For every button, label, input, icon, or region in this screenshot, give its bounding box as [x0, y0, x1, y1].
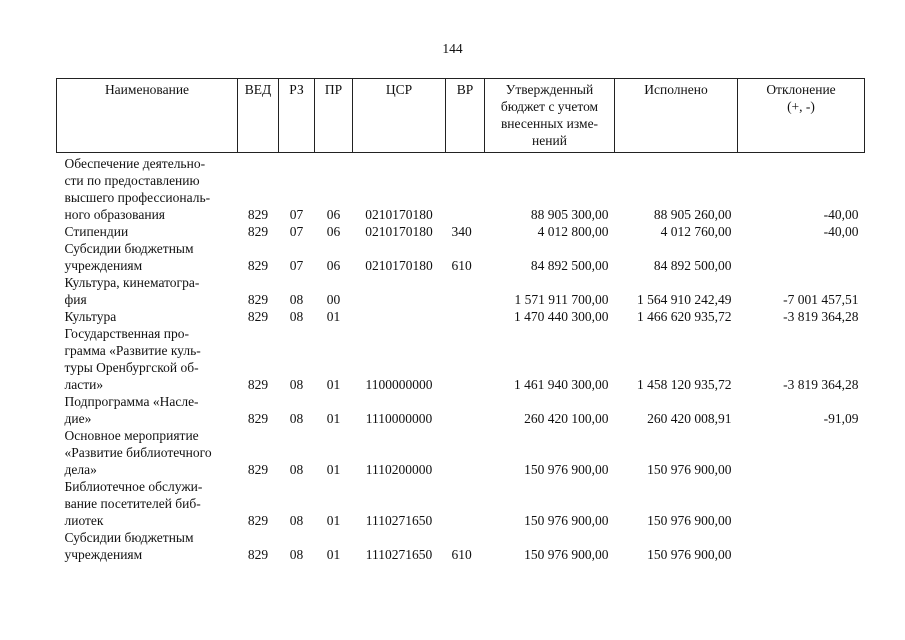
header-pr: ПР [315, 79, 353, 153]
cell-name [57, 240, 238, 274]
table-row [57, 240, 865, 274]
header-name: Наименование [57, 79, 238, 153]
header-approved-line: нений [532, 133, 567, 148]
table-row [57, 223, 865, 240]
cell-rz: 08 [289, 547, 304, 562]
cell-csr [353, 274, 446, 308]
table-row [57, 393, 865, 427]
cell-pr: 06 [326, 207, 341, 222]
cell-name-line: Субсидии бюджетным [64, 530, 194, 545]
table-row [57, 325, 865, 393]
cell-name-line: Подпрограмма «Насле- [64, 394, 199, 409]
cell-approved: 1 571 911 700,00 [514, 292, 609, 307]
cell-csr: 1110000000 [365, 411, 433, 426]
cell-name-line: туры Оренбургской об- [64, 360, 199, 375]
cell-ved: 829 [247, 513, 269, 528]
header-deviation [738, 79, 865, 153]
cell-vr: 340 [451, 224, 472, 239]
cell-ved: 829 [247, 309, 269, 324]
cell-vr [446, 325, 485, 393]
cell-deviation: -91,09 [823, 411, 859, 426]
header-deviation-line: (+, -) [787, 99, 815, 114]
cell-name-line: Стипендии [64, 224, 129, 239]
cell-executed: 1 466 620 935,72 [637, 309, 732, 324]
cell-name-line: грамма «Развитие куль- [64, 343, 201, 358]
cell-pr: 00 [326, 292, 341, 307]
cell-approved: 1 461 940 300,00 [514, 377, 609, 392]
cell-csr: 0210170180 [365, 258, 433, 273]
cell-csr: 1100000000 [365, 377, 433, 392]
cell-name-line: Обеспечение деятельно- [64, 156, 206, 171]
cell-name-line: «Развитие библиотечного [64, 445, 212, 460]
cell-name-line: дие» [64, 411, 92, 426]
cell-csr: 1110271650 [365, 513, 433, 528]
table-header [57, 79, 865, 153]
cell-name [57, 223, 238, 240]
header-approved-line: Утвержденный [505, 82, 594, 97]
cell-name-line: вание посетителей биб- [64, 496, 201, 511]
cell-name [57, 274, 238, 308]
header-vr: ВР [446, 79, 485, 153]
header-deviation-line: Отклонение [766, 82, 836, 97]
cell-pr: 01 [326, 309, 341, 324]
cell-ved: 829 [247, 462, 269, 477]
cell-vr [446, 427, 485, 478]
cell-name-line: Субсидии бюджетным [64, 241, 194, 256]
cell-deviation [738, 529, 865, 563]
cell-rz: 08 [289, 292, 304, 307]
cell-name [57, 308, 238, 325]
cell-name-line: дела» [64, 462, 97, 477]
cell-vr [446, 393, 485, 427]
cell-name-line: Культура [64, 309, 117, 324]
header-ved: ВЕД [238, 79, 279, 153]
cell-deviation: -7 001 457,51 [783, 292, 859, 307]
header-row [57, 79, 865, 153]
cell-approved: 4 012 800,00 [537, 224, 609, 239]
cell-deviation: -40,00 [823, 207, 859, 222]
cell-rz: 08 [289, 377, 304, 392]
cell-approved: 150 976 900,00 [524, 513, 609, 528]
cell-name-line: сти по предоставлению [64, 173, 200, 188]
cell-csr: 1110200000 [365, 462, 433, 477]
cell-ved: 829 [247, 411, 269, 426]
cell-name [57, 478, 238, 529]
cell-rz: 08 [289, 309, 304, 324]
table-row [57, 153, 865, 224]
cell-ved: 829 [247, 224, 269, 239]
cell-name-line: Культура, кинематогра- [64, 275, 200, 290]
header-csr: ЦСР [353, 79, 446, 153]
cell-name-line: учреждениям [64, 547, 143, 562]
cell-name [57, 393, 238, 427]
cell-csr [353, 308, 446, 325]
cell-deviation: -3 819 364,28 [783, 377, 859, 392]
cell-approved: 1 470 440 300,00 [514, 309, 609, 324]
cell-ved: 829 [247, 258, 269, 273]
cell-ved: 829 [247, 547, 269, 562]
cell-vr [446, 478, 485, 529]
cell-name-line: фия [64, 292, 87, 307]
header-approved [485, 79, 615, 153]
cell-name [57, 529, 238, 563]
cell-pr: 01 [326, 377, 341, 392]
cell-name [57, 153, 238, 224]
cell-rz: 07 [289, 224, 304, 239]
cell-executed: 260 420 008,91 [647, 411, 732, 426]
cell-vr: 610 [451, 258, 472, 273]
table-row [57, 427, 865, 478]
cell-rz: 08 [289, 513, 304, 528]
cell-pr: 01 [326, 462, 341, 477]
cell-rz: 08 [289, 462, 304, 477]
cell-rz: 07 [289, 207, 304, 222]
cell-vr [446, 153, 485, 224]
cell-executed: 84 892 500,00 [653, 258, 732, 273]
table-row [57, 274, 865, 308]
budget-table [56, 78, 865, 563]
table-row [57, 478, 865, 529]
cell-vr [446, 274, 485, 308]
cell-pr: 01 [326, 547, 341, 562]
page-number: 144 [442, 41, 463, 56]
cell-name [57, 325, 238, 393]
cell-executed: 1 564 910 242,49 [637, 292, 732, 307]
cell-executed: 4 012 760,00 [660, 224, 732, 239]
cell-vr [446, 308, 485, 325]
cell-approved: 88 905 300,00 [530, 207, 609, 222]
cell-approved: 150 976 900,00 [524, 547, 609, 562]
cell-deviation [738, 240, 865, 274]
cell-name-line: ного образования [64, 207, 166, 222]
cell-name [57, 427, 238, 478]
cell-approved: 150 976 900,00 [524, 462, 609, 477]
cell-name-line: высшего профессиональ- [64, 190, 211, 205]
cell-deviation: -3 819 364,28 [783, 309, 859, 324]
cell-name-line: лиотек [64, 513, 104, 528]
cell-csr: 0210170180 [365, 224, 433, 239]
cell-rz: 08 [289, 411, 304, 426]
cell-executed: 88 905 260,00 [653, 207, 732, 222]
cell-vr: 610 [451, 547, 472, 562]
header-executed: Исполнено [615, 79, 738, 153]
cell-pr: 06 [326, 224, 341, 239]
table-body [57, 153, 865, 564]
cell-executed: 150 976 900,00 [647, 547, 732, 562]
cell-deviation: -40,00 [823, 224, 859, 239]
cell-name-line: Основное мероприятие [64, 428, 199, 443]
cell-ved: 829 [247, 207, 269, 222]
cell-name-line: Библиотечное обслужи- [64, 479, 203, 494]
cell-pr: 06 [326, 258, 341, 273]
header-approved-line: внесенных изме- [500, 116, 599, 131]
cell-executed: 1 458 120 935,72 [637, 377, 732, 392]
cell-approved: 260 420 100,00 [524, 411, 609, 426]
header-approved-line: бюджет с учетом [500, 99, 599, 114]
cell-rz: 07 [289, 258, 304, 273]
table-row [57, 308, 865, 325]
cell-pr: 01 [326, 411, 341, 426]
cell-csr: 1110271650 [365, 547, 433, 562]
cell-csr: 0210170180 [365, 207, 433, 222]
cell-name-line: Государственная про- [64, 326, 189, 341]
cell-deviation [738, 427, 865, 478]
table-row [57, 529, 865, 563]
header-rz: РЗ [279, 79, 315, 153]
cell-name-line: учреждениям [64, 258, 143, 273]
cell-ved: 829 [247, 377, 269, 392]
cell-ved: 829 [247, 292, 269, 307]
cell-executed: 150 976 900,00 [647, 513, 732, 528]
cell-pr: 01 [326, 513, 341, 528]
cell-executed: 150 976 900,00 [647, 462, 732, 477]
cell-deviation [738, 478, 865, 529]
cell-name-line: ласти» [64, 377, 104, 392]
cell-approved: 84 892 500,00 [530, 258, 609, 273]
